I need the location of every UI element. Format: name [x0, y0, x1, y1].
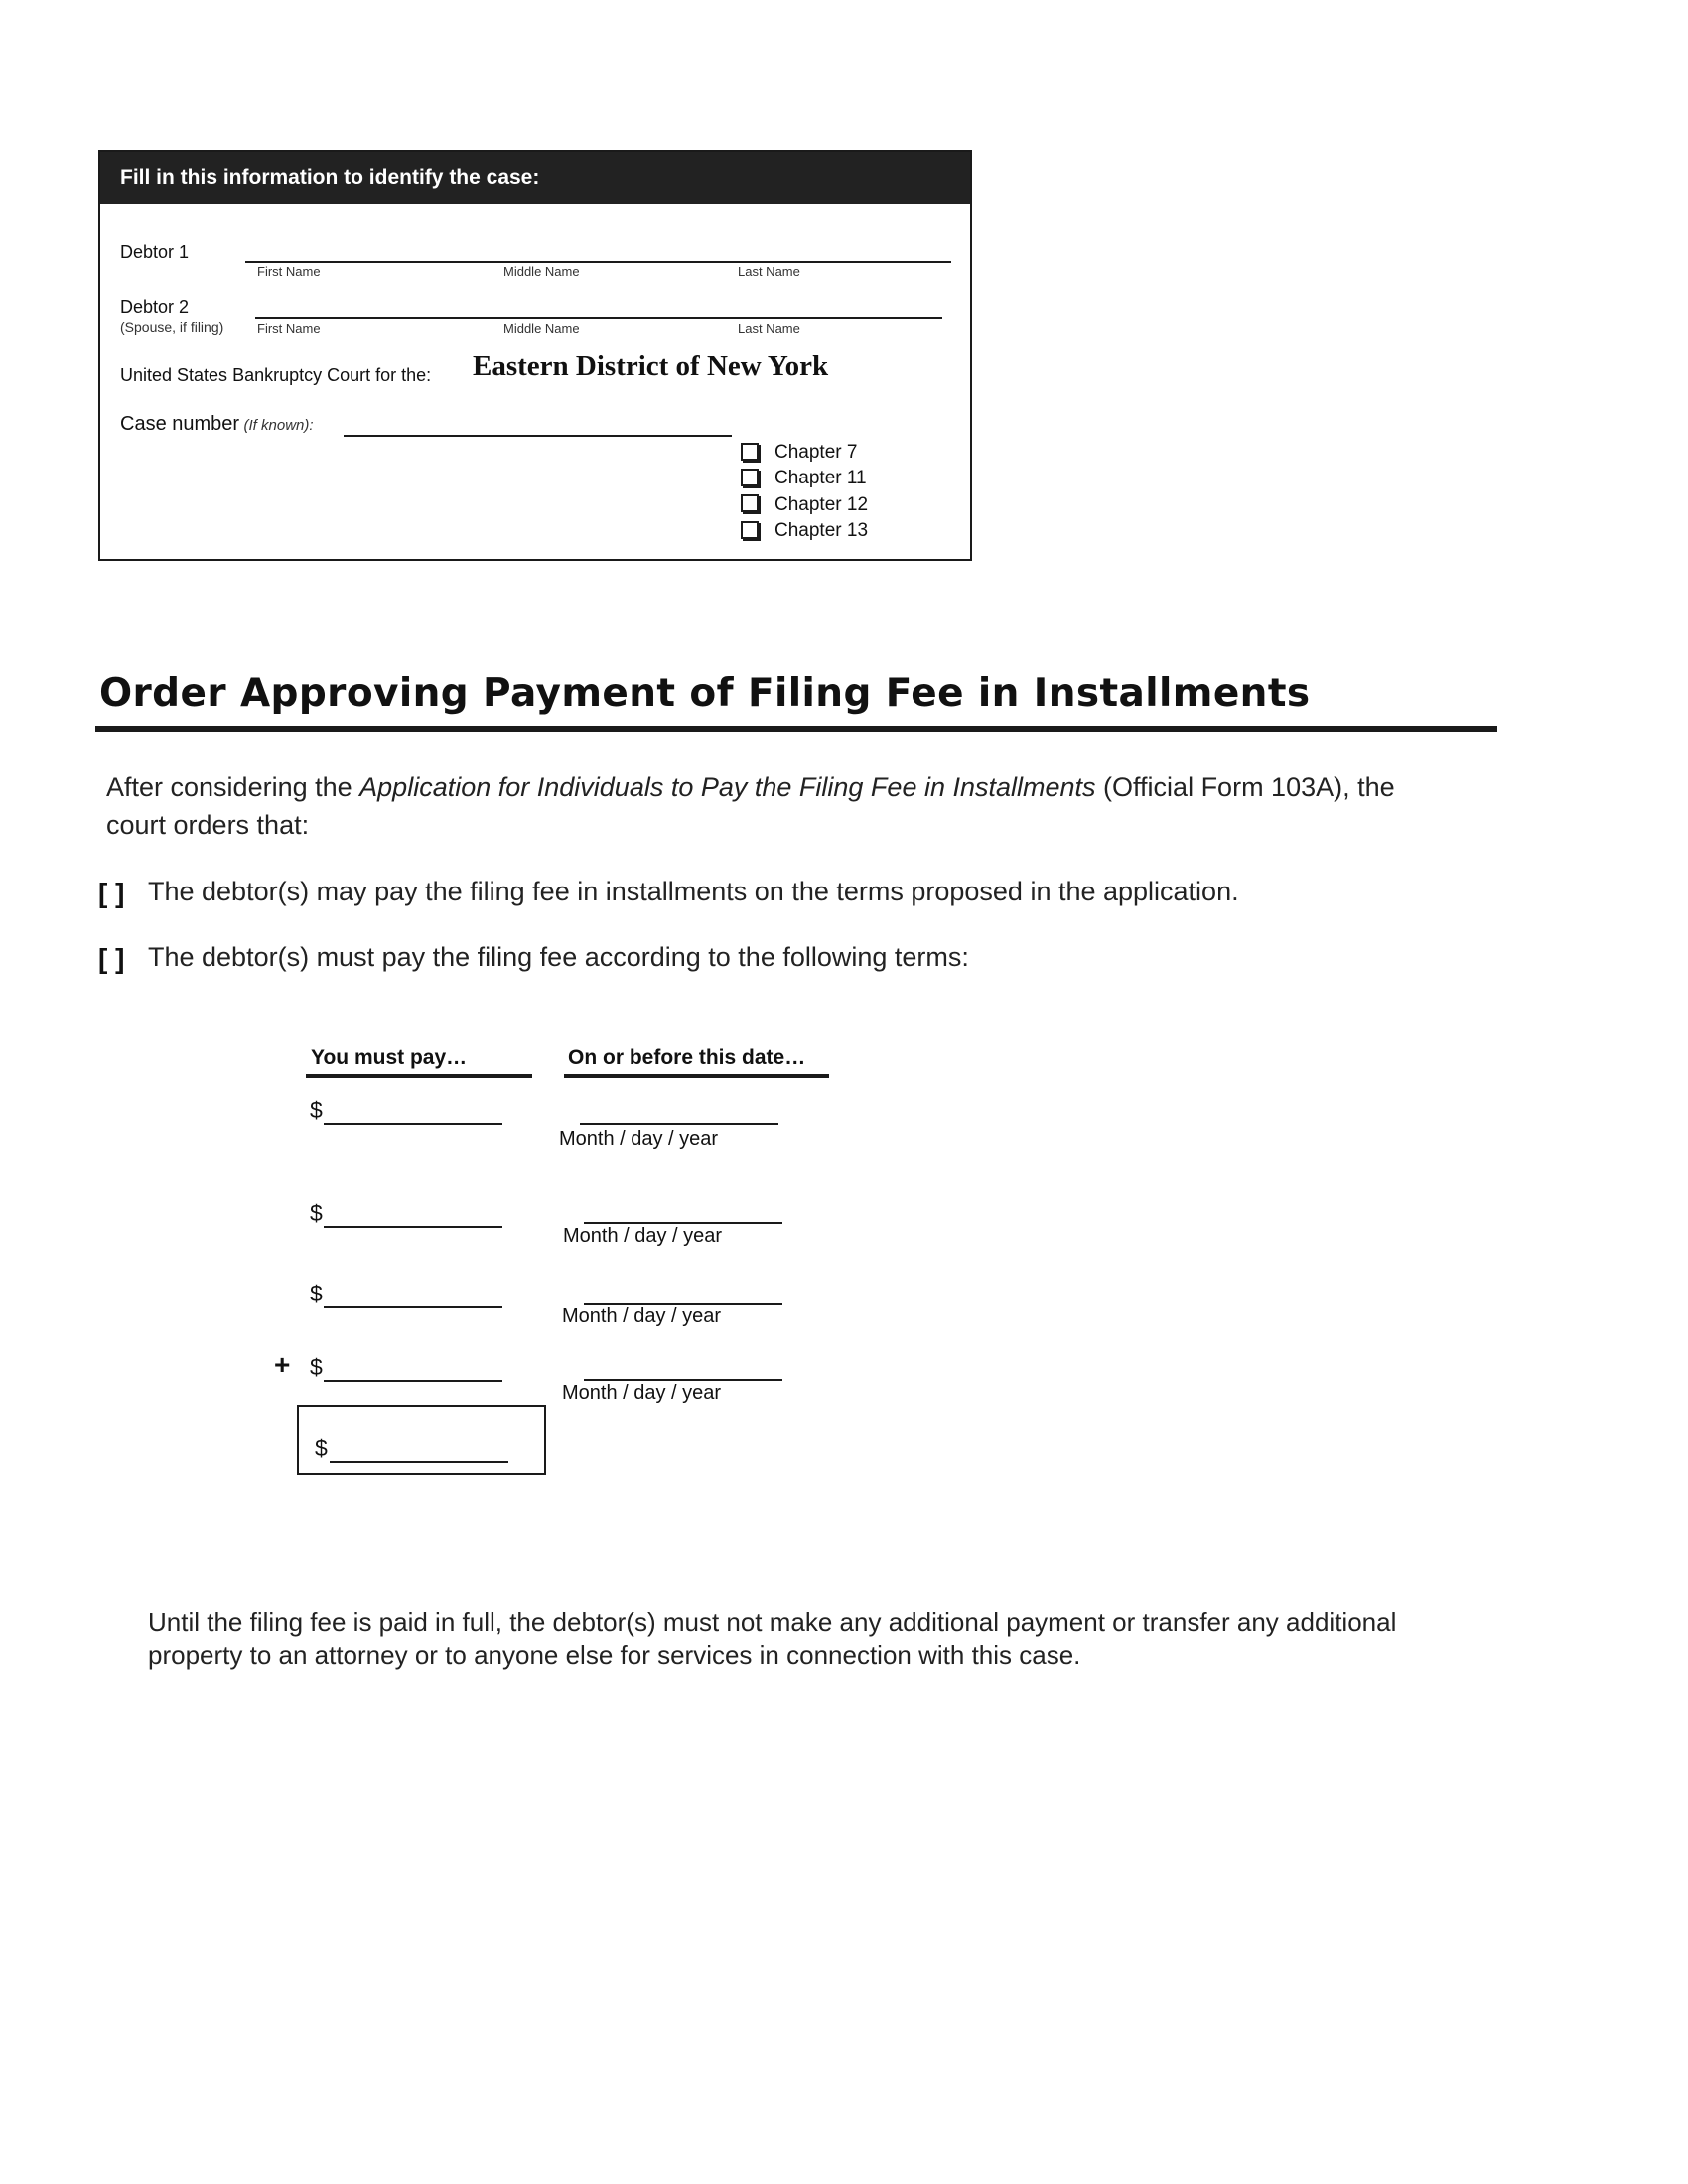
- date-3-caption: Month / day / year: [562, 1305, 722, 1327]
- chapter-12-checkbox[interactable]: [741, 494, 759, 512]
- date-column-rule: [564, 1074, 829, 1078]
- chapter-7-label: Chapter 7: [774, 442, 858, 463]
- plus-sign: +: [274, 1349, 291, 1380]
- case-number-label: Case number: [120, 413, 240, 435]
- chapter-12-label: Chapter 12: [774, 494, 869, 515]
- amount-1-field[interactable]: [324, 1123, 502, 1125]
- date-2-caption: Month / day / year: [563, 1225, 723, 1247]
- intro-before: After considering the: [106, 772, 360, 802]
- case-number-hint: (If known):: [243, 417, 314, 434]
- total-box: [297, 1405, 546, 1475]
- amount-2-field[interactable]: [324, 1226, 502, 1228]
- court-district: Eastern District of New York: [473, 350, 829, 382]
- case-number-label-group: [120, 413, 314, 436]
- total-amount-field[interactable]: [330, 1461, 508, 1463]
- case-identification-box: [98, 150, 972, 561]
- date-1-caption: Month / day / year: [559, 1128, 719, 1150]
- amount-1-currency: $: [310, 1097, 323, 1123]
- chapter-11-checkbox[interactable]: [741, 469, 759, 486]
- option-2-text: The debtor(s) must pay the filing fee according to the following terms:: [148, 942, 969, 972]
- debtor2-name-field[interactable]: [255, 317, 942, 319]
- footer-paragraph: Until the filing fee is paid in full, the debtor(s) must not make any additional payment or transfer any additional property to an attorney or to anyone else for services in connection with this case.: [148, 1607, 1397, 1670]
- amount-3-field[interactable]: [324, 1306, 502, 1308]
- date-4-caption: Month / day / year: [562, 1382, 722, 1404]
- amount-2-currency: $: [310, 1200, 323, 1226]
- intro-form-title: Application for Individuals to Pay the Filing Fee in Installments: [359, 772, 1096, 802]
- option-2-checkbox[interactable]: [ ]: [98, 943, 125, 974]
- intro-paragraph: [106, 768, 1447, 844]
- title-rule: [95, 726, 1497, 732]
- chapter-13-label: Chapter 13: [774, 520, 869, 541]
- amount-column-rule: [306, 1074, 532, 1078]
- amount-4-field[interactable]: [324, 1380, 502, 1382]
- debtor2-middle-name-caption: Middle Name: [503, 321, 580, 336]
- page-title: Order Approving Payment of Filing Fee in Installments: [99, 671, 1311, 716]
- case-box-header: Fill in this information to identify the case:: [100, 152, 970, 204]
- date-column-header: On or before this date…: [568, 1046, 806, 1069]
- option-1-text: The debtor(s) may pay the filing fee in installments on the terms proposed in the application.: [148, 877, 1239, 906]
- debtor2-spouse-note: (Spouse, if filing): [120, 319, 224, 335]
- amount-column-header: You must pay…: [311, 1046, 468, 1069]
- date-1-field[interactable]: [580, 1123, 778, 1125]
- court-label: United States Bankruptcy Court for the:: [120, 365, 432, 385]
- amount-4-currency: $: [310, 1354, 323, 1380]
- debtor1-name-field[interactable]: [245, 261, 951, 263]
- total-currency: $: [315, 1435, 328, 1461]
- chapter-11-label: Chapter 11: [774, 468, 867, 488]
- case-number-field[interactable]: [344, 435, 732, 437]
- debtor2-first-name-caption: First Name: [257, 321, 321, 336]
- chapter-13-checkbox[interactable]: [741, 521, 759, 539]
- debtor2-last-name-caption: Last Name: [738, 321, 800, 336]
- option-1-checkbox[interactable]: [ ]: [98, 878, 125, 908]
- debtor1-middle-name-caption: Middle Name: [503, 264, 580, 279]
- date-4-field[interactable]: [584, 1379, 782, 1381]
- debtor1-last-name-caption: Last Name: [738, 264, 800, 279]
- intro-after: (Official Form 103A), the court orders that:: [106, 772, 1395, 840]
- chapter-7-checkbox[interactable]: [741, 443, 759, 461]
- debtor1-first-name-caption: First Name: [257, 264, 321, 279]
- debtor1-label: Debtor 1: [120, 242, 190, 262]
- debtor2-label: Debtor 2: [120, 297, 190, 317]
- amount-3-currency: $: [310, 1281, 323, 1306]
- date-2-field[interactable]: [584, 1222, 782, 1224]
